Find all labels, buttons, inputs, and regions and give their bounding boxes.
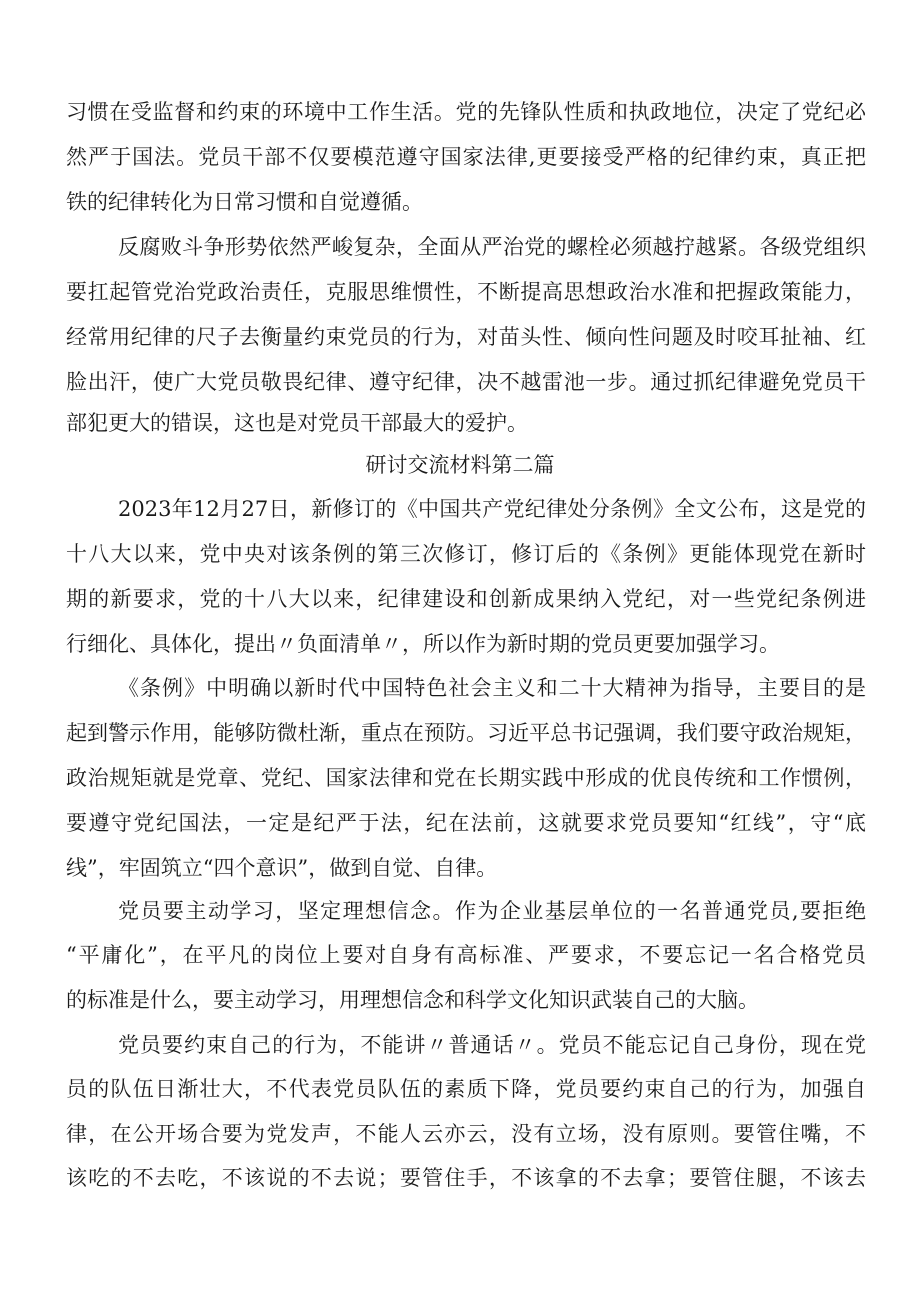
paragraph-3-line-2: 十八大以来，党中央对该条例的第三次修订，修订后的《条例》更能体现党在新时 (66, 542, 866, 566)
paragraph-2-line-3: 经常用纪律的尺子去衡量约束党员的行为，对苗头性、倾向性问题及时咬耳扯袖、红 (66, 325, 866, 349)
paragraph-4-line-1: 《条例》中明确以新时代中国特色社会主义和二十大精神为指导，主要目的是 (118, 676, 866, 700)
paragraph-2-line-2: 要扛起管党治党政治责任，克服思维惯性，不断提高思想政治水准和把握政策能力， (66, 280, 866, 304)
paragraph-5-line-2: “平庸化”，在平凡的岗位上要对自身有高标准、严要求，不要忘记一名合格党员 (66, 943, 866, 967)
paragraph-2-line-1: 反腐败斗争形势依然严峻复杂，全面从严治党的螺栓必须越拧越紧。各级党组织 (118, 235, 866, 259)
paragraph-6-line-4: 该吃的不去吃，不该说的不去说；要管住手，不该拿的不去拿；要管住腿，不该去 (66, 1166, 866, 1190)
paragraph-6-line-1: 党员要约束自己的行为，不能讲〃普通话〃。党员不能忘记自己身份，现在党 (118, 1033, 866, 1057)
paragraph-4-line-2: 起到警示作用，能够防微杜渐，重点在预防。习近平总书记强调，我们要守政治规矩， (66, 721, 866, 745)
paragraph-5-line-1: 党员要主动学习，坚定理想信念。作为企业基层单位的一名普通党员,要拒绝 (118, 899, 866, 923)
paragraph-5-line-3: 的标准是什么，要主动学习，用理想信念和科学文化知识武装自己的大脑。 (66, 988, 759, 1012)
paragraph-2-line-5: 部犯更大的错误，这也是对党员干部最大的爱护。 (66, 411, 528, 435)
paragraph-3-line-4: 行细化、具体化，提出〃负面清单〃，所以作为新时期的党员更要加强学习。 (66, 632, 780, 656)
paragraph-3-line-3: 期的新要求，党的十八大以来，纪律建设和创新成果纳入党纪，对一些党纪条例进 (66, 587, 866, 611)
section-heading: 研讨交流材料第二篇 (365, 453, 555, 477)
paragraph-6-line-3: 律，在公开场合要为党发声，不能人云亦云，没有立场，没有原则。要管住嘴，不 (66, 1122, 866, 1146)
paragraph-6-line-2: 员的队伍日渐壮大，不代表党员队伍的素质下降，党员要约束自己的行为，加强自 (66, 1077, 866, 1101)
paragraph-4-line-4: 要遵守党纪国法，一定是纪严于法，纪在法前，这就要求党员要知“红线”，守“底 (66, 811, 866, 835)
paragraph-2-line-4: 脸出汗，使广大党员敬畏纪律、遵守纪律，决不越雷池一步。通过抓纪律避免党员干 (66, 370, 866, 394)
paragraph-1-line-2: 然严于国法。党员干部不仅要模范遵守国家法律,更要接受严格的纪律约束，真正把 (66, 145, 866, 169)
paragraph-4-line-5: 线”，牢固筑立“四个意识”，做到自觉、自律。 (66, 856, 498, 880)
paragraph-4-line-3: 政治规矩就是党章、党纪、国家法律和党在长期实践中形成的优良传统和工作惯例， (66, 766, 866, 790)
paragraph-3-line-1: 2023年12月27日，新修订的《中国共产党纪律处分条例》全文公布，这是党的 (118, 497, 866, 521)
paragraph-1-line-1: 习惯在受监督和约束的环境中工作生活。党的先锋队性质和执政地位，决定了党纪必 (66, 100, 866, 124)
paragraph-1-line-3: 铁的纪律转化为日常习惯和自觉遵循。 (66, 190, 423, 214)
